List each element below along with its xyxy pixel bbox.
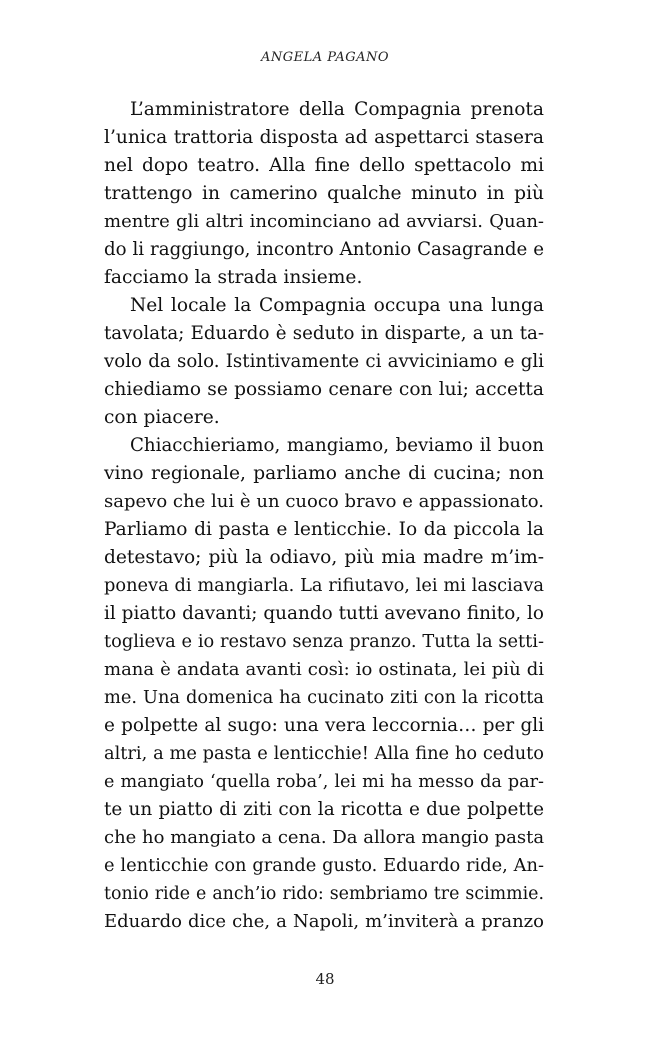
text-line: poneva di mangiarla. La rifiutavo, lei mi lasciava xyxy=(104,575,544,596)
text-line: tavolata; Eduardo è seduto in disparte, a un ta- xyxy=(104,323,544,344)
text-line: te un piatto di ziti con la ricotta e due polpette xyxy=(104,799,544,820)
text-line: do li raggiungo, incontro Antonio Casagrande e xyxy=(104,239,544,260)
text-line: Chiacchieriamo, mangiamo, beviamo il buon xyxy=(130,435,544,456)
text-line: sapevo che lui è un cuoco bravo e appassionato. xyxy=(104,491,544,512)
text-line: che ho mangiato a cena. Da allora mangio pasta xyxy=(104,827,545,848)
text-line: toglieva e io restavo senza pranzo. Tutta la setti- xyxy=(104,631,544,652)
running-head: ANGELA PAGANO xyxy=(260,50,390,65)
text-line: vino regionale, parliamo anche di cucina; non xyxy=(104,463,544,484)
text-line: mentre gli altri incominciano ad avviarsi. Quan- xyxy=(104,211,544,232)
text-line: l’unica trattoria disposta ad aspettarci stasera xyxy=(104,127,544,148)
text-line: detestavo; più la odiavo, più mia madre m’im- xyxy=(104,547,544,568)
page-number: 48 xyxy=(315,970,335,988)
body-text xyxy=(104,96,544,936)
text-line: chiediamo se possiamo cenare con lui; accetta xyxy=(104,379,544,400)
text-line: con piacere. xyxy=(104,407,220,428)
text-line: tonio ride e anch’io rido: sembriamo tre scimmie. xyxy=(104,884,544,904)
text-line: Eduardo dice che, a Napoli, m’inviterà a pranzo xyxy=(104,911,544,932)
text-line: nel dopo teatro. Alla fine dello spettacolo mi xyxy=(104,155,544,176)
text-line: L’amministratore della Compagnia prenota xyxy=(130,99,544,120)
text-line: Nel locale la Compagnia occupa una lunga xyxy=(130,295,544,316)
text-line: volo da solo. Istintivamente ci avviciniamo e gli xyxy=(104,351,544,372)
text-line: e lenticchie con grande gusto. Eduardo ride, An- xyxy=(104,855,544,876)
text-line: Parliamo di pasta e lenticchie. Io da piccola la xyxy=(104,519,544,540)
text-line: altri, a me pasta e lenticchie! Alla fine ho ceduto xyxy=(104,743,544,764)
text-line: trattengo in camerino qualche minuto in più xyxy=(104,183,544,204)
text-line: me. Una domenica ha cucinato ziti con la ricotta xyxy=(104,687,544,708)
text-line: e polpette al sugo: una vera leccornia… per gli xyxy=(104,715,544,736)
text-line: facciamo la strada insieme. xyxy=(104,267,363,288)
text-line: mana è andata avanti così: io ostinata, lei più di xyxy=(104,659,544,680)
text-line: il piatto davanti; quando tutti avevano finito, lo xyxy=(104,603,544,624)
text-line: e mangiato ‘quella roba’, lei mi ha messo da par- xyxy=(104,772,544,792)
